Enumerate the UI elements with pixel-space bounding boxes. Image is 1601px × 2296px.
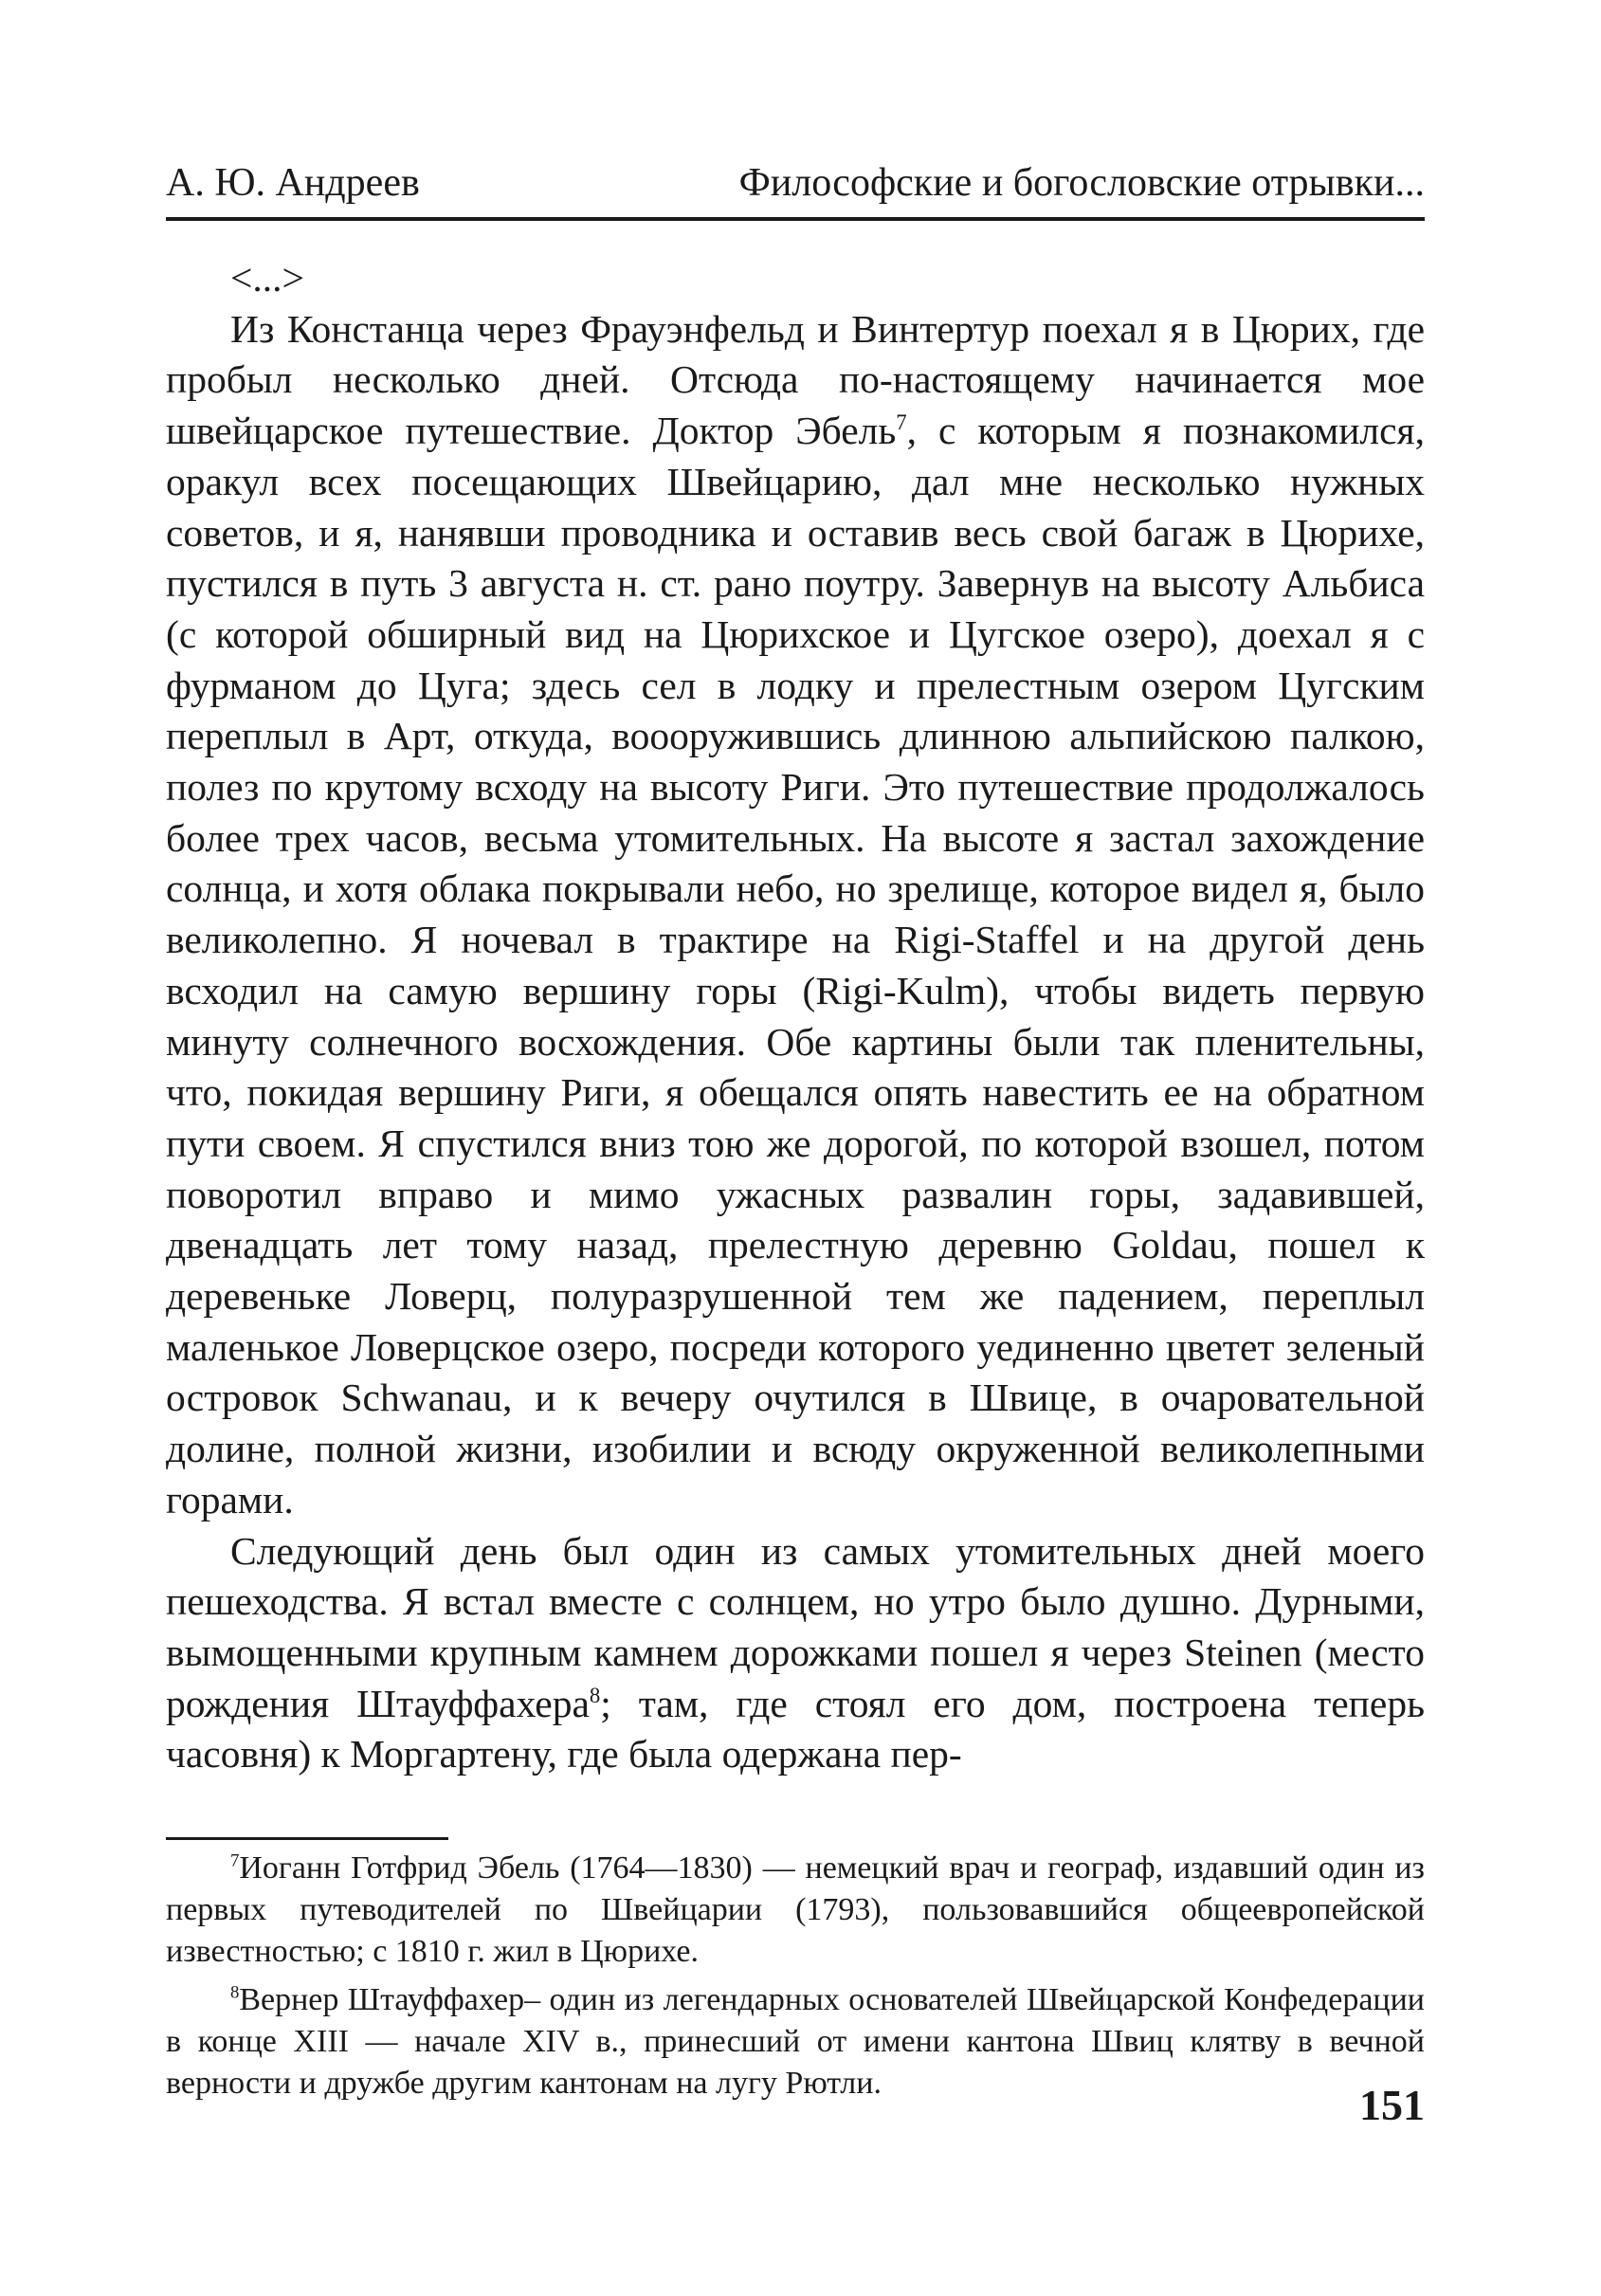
page-number: 151 (1359, 2081, 1425, 2129)
footnote-8-number: 8 (230, 1982, 240, 2003)
ellipsis-line: <...> (230, 256, 304, 300)
footnotes (166, 1848, 1425, 2111)
main-text (166, 253, 1425, 1780)
footnote-ref-8: 8 (589, 1683, 601, 1707)
paragraph-2-text-start: Следующий день был один из самых утомительных дней моего пешеходства. Я встал вместе с солнцем, но утро было душно. Дурными, вымощенными крупным камнем дорожками пошел я через Steinen (место рождения Штауффахера (166, 1528, 1425, 1725)
book-page (166, 0, 1425, 2296)
footnote-rule (166, 1837, 448, 1840)
paragraph-1-text-end: , с которым я познакомился, оракул всех посещающих Швейцарию, дал мне несколько нужных советов, и я, нанявши проводника и оставив весь свой багаж в Цюрихе, пустился в путь 3 августа н. ст. рано поутру. Завернув на высоту Альбиса (с которой обширный вид на Цюрихское и Цугское озеро), доехал я с фурманом до Цуга; здесь сел в лодку и прелестным озером Цугским переплыл в Арт, откуда, воооружившись длинною альпийскою палкою, полез по крутому всходу на высоту Риги. Это путешествие продолжалось более трех часов, весьма утомительных. На высоте я застал захождение солнца, и хотя облака покрывали небо, но зрелище, которое видел я, было великолепно. Я ночевал в трактире на Rigi-Staffel и на другой день всходил на самую вершину горы (Rigi-Kulm), чтобы видеть первую минуту солнечного восхождения. Обе картины были так пленительны, что, покидая вершину Риги, я обещался опять навестить ее на обратном пути своем. Я спустился вниз тою же дорогой, по которой взошел, потом поворотил вправо и мимо ужасных развалин горы, задавившей, двенадцать лет тому назад, прелестную деревню Goldau, пошел к деревеньке Ловерц, полуразрушенной тем же падением, переплыл маленькое Ловерцское озеро, посреди которого уединенно цветет зеленый островок Schwanau, и к вечеру очутился в Швице, в очаровательной долине, полной жизни, изобилии и всюду окруженной великолепными горами. (166, 409, 1426, 1522)
paragraph-1 (166, 304, 1425, 1526)
running-head-author: А. Ю. Андреев (166, 161, 420, 205)
footnote-7-text: Иоганн Готфрид Эбель (1764—1830) — немецкий врач и географ, издавший один из первых путеводителей по Швейцарии (1793), пользовавшийся общеевропейской известностью; с 1810 г. жил в Цюрихе. (166, 1850, 1425, 1969)
running-head (166, 155, 1425, 211)
footnote-ref-7: 7 (896, 410, 907, 435)
footnote-8-text: Вернер Штауффахер– один из легендарных основателей Швейцарской Конфедерации в конце XIII — начале XIV в., принесший от имени кантона Швиц клятву в вечной верности и дружбе другим кантонам на лугу Рютли. (166, 1982, 1425, 2101)
paragraph-2-text-end: ; там, где стоял его дом, построена теперь часовня) к Моргартену, где была одержана пер- (166, 1681, 1425, 1777)
footnote-7-number: 7 (230, 1850, 240, 1871)
running-head-title: Философские и богословские отрывки... (738, 161, 1425, 205)
footnote-8 (166, 1979, 1425, 2105)
header-rule (166, 217, 1425, 221)
paragraph-1-text-start: Из Констанца через Фрауэнфельд и Винтертур поехал я в Цюрих, где пробыл несколько дней. Отсюда по-настоящему начинается мое швейцарское путешествие. Доктор Эбель (166, 306, 1425, 453)
paragraph-2 (166, 1526, 1425, 1781)
footnote-7 (166, 1848, 1425, 1973)
